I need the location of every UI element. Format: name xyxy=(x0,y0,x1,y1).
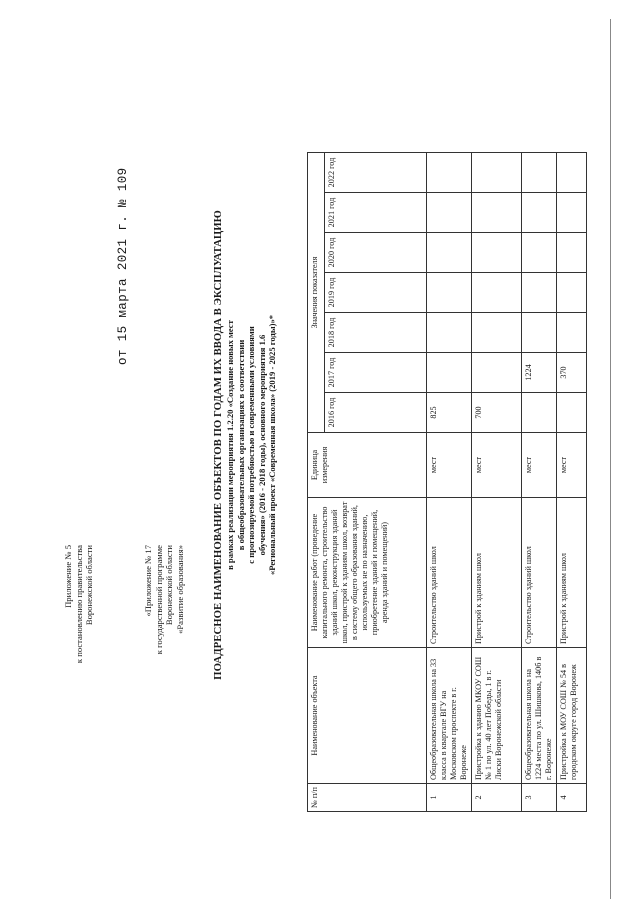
table-row xyxy=(472,153,522,812)
row-value xyxy=(427,153,472,193)
header-works: Наименование работ (проведение капитального ремонта, строительство зданий школ, реконструкция зданий школ, пристрой к зданиям школ, возврат в систему общего образования зданий, используемых не по назначению, приобретение зданий и помещений, аренда зданий и помещений) xyxy=(308,498,427,648)
row-work: Строительство зданий школ xyxy=(522,498,557,648)
row-value xyxy=(557,393,587,433)
page-edge-line xyxy=(610,19,611,899)
appendix-5-line: к постановлению правительства xyxy=(73,545,84,664)
title-line: в общеобразовательных организациях в соответствии xyxy=(235,339,246,551)
table-row xyxy=(522,153,557,812)
row-work: Пристрой к зданиям школ xyxy=(557,498,587,648)
row-value xyxy=(427,273,472,313)
row-value xyxy=(472,153,522,193)
row-object: Пристройка к зданию МКОУ СОШ № 1 по ул. 40 лет Победы, 1 в г. Лиски Воронежской области xyxy=(472,648,522,784)
header-year: 2016 год xyxy=(325,393,427,433)
row-num: 2 xyxy=(472,784,522,812)
row-num: 4 xyxy=(557,784,587,812)
row-value: 1224 xyxy=(522,353,557,393)
row-value xyxy=(427,193,472,233)
row-value xyxy=(557,193,587,233)
header-year: 2021 год xyxy=(325,193,427,233)
decree-date-line: от 15 марта 2021 г. № 109 xyxy=(116,167,130,365)
appendix-5-header xyxy=(63,545,95,663)
header-values-group: Значения показателя xyxy=(308,153,325,433)
header-year: 2020 год xyxy=(325,233,427,273)
appendix-5-line: Приложение № 5 xyxy=(63,545,73,608)
row-value xyxy=(557,233,587,273)
title-line: в рамках реализации мероприятия 1.2.20 «Создание новых мест xyxy=(225,320,235,570)
row-value xyxy=(522,193,557,233)
row-value: 370 xyxy=(557,353,587,393)
row-work: Пристрой к зданиям школ xyxy=(472,498,522,648)
table-row xyxy=(557,153,587,812)
row-value xyxy=(557,313,587,353)
objects-table xyxy=(307,152,587,812)
row-unit: мест xyxy=(427,433,472,498)
title-line: обучения» (2016 - 2018 годы), основного мероприятия 1.6 xyxy=(256,334,267,556)
header-year: 2018 год xyxy=(325,313,427,353)
row-value xyxy=(472,313,522,353)
appendix-17-line: «Приложение № 17 xyxy=(143,545,153,617)
header-unit: Единица измерения xyxy=(308,433,427,498)
row-value xyxy=(522,313,557,353)
row-work: Строительство зданий школ xyxy=(427,498,472,648)
row-value: 700 xyxy=(472,393,522,433)
row-value xyxy=(472,353,522,393)
header-object: Наименование объекта xyxy=(308,648,427,784)
title-main: ПОАДРЕСНОЕ НАИМЕНОВАНИЕ ОБЪЕКТОВ ПО ГОДАМ ИХ ВВОДА В ЭКСПЛУАТАЦИЮ xyxy=(212,210,224,680)
row-value xyxy=(427,353,472,393)
row-unit: мест xyxy=(557,433,587,498)
appendix-17-header xyxy=(143,545,185,654)
header-year: 2017 год xyxy=(325,353,427,393)
appendix-17-line: «Развитие образования» xyxy=(174,545,185,634)
row-value xyxy=(522,273,557,313)
row-value xyxy=(427,233,472,273)
document-title xyxy=(212,165,278,725)
appendix-17-line: Воронежской области xyxy=(164,545,174,626)
title-line: «Региональный проект «Современная школа» (2019 - 2025 годы)»* xyxy=(267,314,277,576)
header-year: 2019 год xyxy=(325,273,427,313)
table-row xyxy=(427,153,472,812)
row-unit: мест xyxy=(472,433,522,498)
header-year: 2022 год xyxy=(325,153,427,193)
row-value xyxy=(557,273,587,313)
row-value: 825 xyxy=(427,393,472,433)
row-num: 3 xyxy=(522,784,557,812)
row-value xyxy=(427,313,472,353)
row-value xyxy=(522,153,557,193)
row-object: Общеобразовательная школа на 33 класса в квартале ВГУ на Московском проспекте в г. Воронеже xyxy=(427,648,472,784)
appendix-17-line: к государственной программе xyxy=(153,545,164,655)
row-value xyxy=(522,233,557,273)
row-object: Пристройка к МОУ СОШ № 54 в городском округе город Воронеж xyxy=(557,648,587,784)
header-num: № п/п xyxy=(308,784,427,812)
row-value xyxy=(472,193,522,233)
title-line: с прогнозируемой потребностью и современными условиями xyxy=(246,326,256,564)
row-num: 1 xyxy=(427,784,472,812)
row-value xyxy=(522,393,557,433)
row-unit: мест xyxy=(522,433,557,498)
row-value xyxy=(472,273,522,313)
row-object: Общеобразовательная школа на 1224 места по ул. Шишкова, 140б в г. Воронеже xyxy=(522,648,557,784)
row-value xyxy=(472,233,522,273)
row-value xyxy=(557,153,587,193)
appendix-5-line: Воронежской области xyxy=(84,545,94,626)
